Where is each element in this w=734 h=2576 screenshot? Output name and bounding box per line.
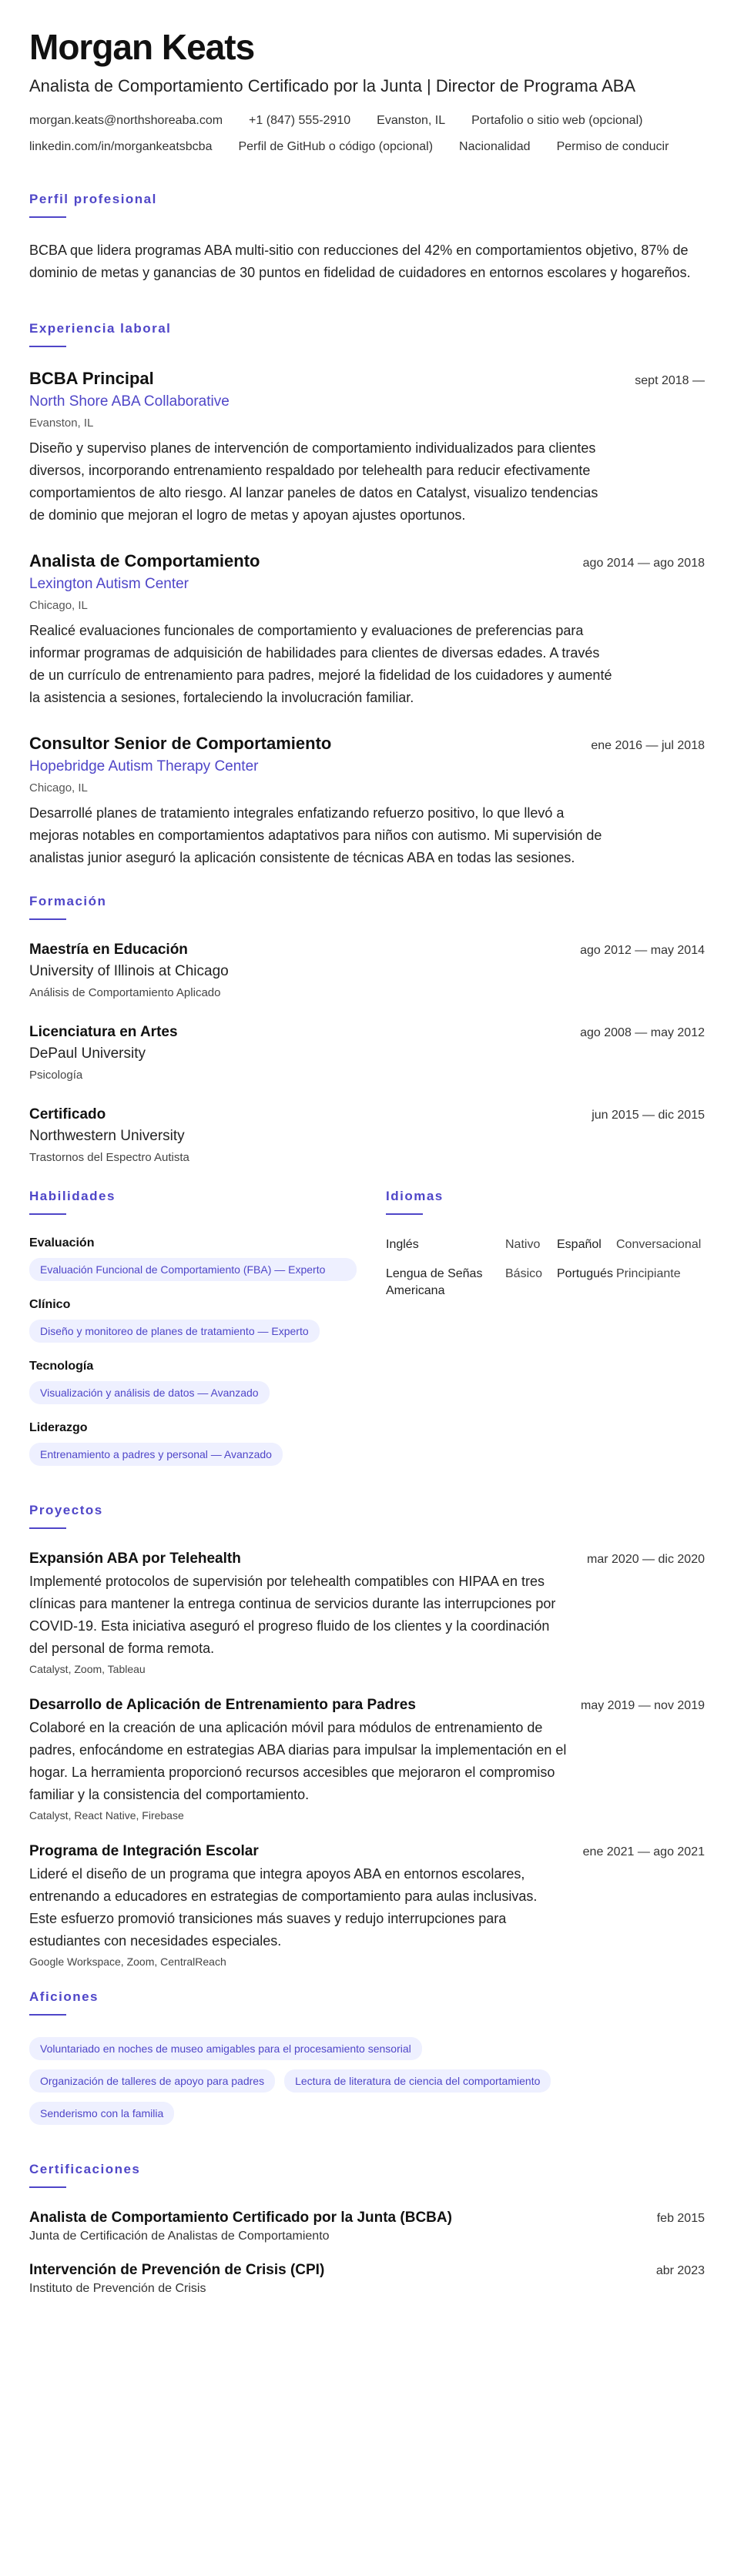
language-name: Inglés — [386, 1237, 419, 1251]
job-company: Lexington Autism Center — [29, 575, 189, 592]
certification-issuer: Junta de Certificación de Analistas de Comportamiento — [29, 2229, 330, 2243]
education-field: Análisis de Comportamiento Aplicado — [29, 985, 221, 999]
education-degree: Certificado — [29, 1106, 106, 1122]
section-title: Certificaciones — [29, 2161, 141, 2176]
education-entry — [29, 1024, 705, 1082]
project-title: Expansión ABA por Telehealth — [29, 1550, 241, 1567]
section-title: Formación — [29, 893, 107, 908]
certification-date: abr 2023 — [655, 2263, 705, 2277]
contact-portfolio[interactable]: Portafolio o sitio web (opcional) — [471, 113, 643, 127]
education-section — [29, 894, 705, 1164]
education-entry — [29, 942, 705, 999]
job-date: ago 2014 — ago 2018 — [582, 556, 705, 570]
profile-summary: BCBA que lidera programas ABA multi-sitio con reducciones del 42% en comportamientos objetivo, 87% de dominio de metas y ganancias de 30 puntos en fidelidad de cuidadores en entornos escolares y hogareños. — [29, 242, 691, 280]
contact-phone[interactable]: +1 (847) 555-2910 — [249, 113, 351, 127]
hobby-chip: Organización de talleres de apoyo para padres — [29, 2069, 275, 2093]
project-date: ene 2021 — ago 2021 — [582, 1845, 705, 1858]
languages-section — [386, 1189, 705, 1466]
project-entry — [29, 1551, 705, 1675]
certification-entry — [29, 2262, 705, 2296]
job-title: BCBA Principal — [29, 368, 154, 388]
section-divider — [29, 2186, 66, 2188]
section-divider — [29, 346, 66, 347]
section-divider — [29, 918, 66, 920]
skill-category: Clínico — [29, 1297, 71, 1311]
projects-section — [29, 1503, 705, 1968]
hobby-chip: Lectura de literatura de ciencia del comportamiento — [284, 2069, 551, 2093]
language-list — [386, 1236, 705, 1300]
project-entry — [29, 1697, 705, 1822]
language-level: Básico — [505, 1266, 543, 1280]
contact-email[interactable]: morgan.keats@northshoreaba.com — [29, 113, 223, 127]
section-title: Perfil profesional — [29, 191, 157, 206]
project-tech: Google Workspace, Zoom, CentralReach — [29, 1955, 226, 1968]
education-school: DePaul University — [29, 1045, 146, 1062]
profile-section — [29, 192, 705, 284]
job-location: Chicago, IL — [29, 781, 88, 795]
section-title: Aficiones — [29, 1989, 99, 2004]
job-title: Consultor Senior de Comportamiento — [29, 733, 332, 753]
skills-languages-row — [29, 1189, 705, 1466]
job-date: ene 2016 — jul 2018 — [591, 738, 705, 752]
skill-chip: Diseño y monitoreo de planes de tratamiento — Experto — [29, 1320, 320, 1343]
certification-entry — [29, 2210, 705, 2243]
certification-name: Intervención de Prevención de Crisis (CPI) — [29, 2261, 325, 2278]
project-title: Desarrollo de Aplicación de Entrenamiento para Padres — [29, 1696, 416, 1713]
language-name: Portugués — [557, 1266, 613, 1280]
hobby-chip: Senderismo con la familia — [29, 2102, 174, 2125]
contact-list — [29, 113, 705, 155]
contact-location: Evanston, IL — [377, 113, 446, 127]
contact-linkedin[interactable]: linkedin.com/in/morgankeatsbcba — [29, 139, 213, 153]
section-divider — [29, 2014, 66, 2016]
education-entry — [29, 1106, 705, 1164]
job-description: Realicé evaluaciones funcionales de comportamiento y evaluaciones de preferencias para informar programas de adquisición de habilidades para clientes de diversas edades. A través de un currículo de entrenamiento para padres, mejoré la fidelidad de los cuidadores y aumenté la asistencia a sesiones, fortaleciendo la involucración familiar. — [29, 622, 612, 705]
resume-header — [29, 28, 705, 155]
section-divider — [29, 216, 66, 218]
job-description: Diseño y superviso planes de intervención de comportamiento individualizados para clientes diversos, incorporando entrenamiento respaldado por telehealth para reducir efectivamente comportamientos de alto riesgo. Al lanzar paneles de datos en Catalyst, visualizo tendencias de dominio que mejoran el logro de metas y apoyan ajustes oportunos. — [29, 440, 598, 523]
education-school: Northwestern University — [29, 1127, 185, 1144]
skill-chip: Entrenamiento a padres y personal — Avanzado — [29, 1443, 283, 1466]
education-date: jun 2015 — dic 2015 — [592, 1108, 705, 1122]
project-entry — [29, 1843, 705, 1968]
hobbies-section — [29, 1989, 705, 2125]
section-title: Habilidades — [29, 1188, 116, 1203]
section-divider — [29, 1213, 66, 1215]
candidate-name: Morgan Keats — [29, 27, 255, 67]
language-level: Principiante — [616, 1266, 681, 1280]
certification-issuer: Instituto de Prevención de Crisis — [29, 2281, 206, 2295]
job-entry — [29, 369, 705, 527]
language-level: Conversacional — [616, 1237, 702, 1251]
skill-category: Liderazgo — [29, 1420, 88, 1434]
contact-driving-license: Permiso de conducir — [556, 139, 669, 153]
certification-date: feb 2015 — [656, 2211, 705, 2225]
skill-chip: Evaluación Funcional de Comportamiento (FBA) — Experto — [29, 1258, 357, 1281]
education-date: ago 2008 — may 2012 — [580, 1025, 705, 1039]
job-entry — [29, 551, 705, 709]
education-field: Trastornos del Espectro Autista — [29, 1150, 189, 1164]
project-description: Lideré el diseño de un programa que integra apoyos ABA en entornos escolares, entrenando a educadores en estrategias de comportamiento para aulas inclusivas. Este esfuerzo promovió transiciones más suaves y redujo interrupciones para estudiantes con necesidades especiales. — [29, 1865, 538, 1949]
language-level: Nativo — [505, 1237, 541, 1251]
job-entry — [29, 734, 705, 869]
hobby-chip: Voluntariado en noches de museo amigables para el procesamiento sensorial — [29, 2037, 422, 2060]
project-title: Programa de Integración Escolar — [29, 1842, 259, 1859]
job-company: North Shore ABA Collaborative — [29, 393, 230, 410]
education-degree: Licenciatura en Artes — [29, 1023, 178, 1040]
project-description: Colaboré en la creación de una aplicación móvil para módulos de entrenamiento de padres, enfocándome en estrategias ABA diarias para impulsar la implementación en el hogar. La herramienta proporcionó recursos accesibles que mejoraron el compromiso familiar y la consistencia del comportamiento. — [29, 1719, 567, 1802]
language-name: Lengua de Señas Americana — [386, 1266, 483, 1297]
education-degree: Maestría en Educación — [29, 941, 188, 958]
job-title: Analista de Comportamiento — [29, 550, 260, 570]
section-divider — [29, 1527, 66, 1529]
project-description: Implementé protocolos de supervisión por telehealth compatibles con HIPAA en tres clínicas para mantener la entrega continua de servicios durante las interrupciones por COVID-19. Esta iniciativa aseguró el progreso fluido de los clientes y la coordinación del personal de forma remota. — [29, 1573, 556, 1656]
contact-github[interactable]: Perfil de GitHub o código (opcional) — [238, 139, 434, 153]
skill-chip: Visualización y análisis de datos — Avanzado — [29, 1381, 270, 1404]
education-field: Psicología — [29, 1068, 83, 1082]
education-date: ago 2012 — may 2014 — [580, 943, 705, 957]
language-name: Español — [557, 1237, 602, 1251]
project-tech: Catalyst, Zoom, Tableau — [29, 1662, 146, 1675]
candidate-headline: Analista de Comportamiento Certificado por la Junta | Director de Programa ABA — [29, 75, 636, 95]
project-date: mar 2020 — dic 2020 — [587, 1552, 705, 1566]
certification-name: Analista de Comportamiento Certificado por la Junta (BCBA) — [29, 2209, 452, 2226]
project-tech: Catalyst, React Native, Firebase — [29, 1808, 184, 1822]
skills-section — [29, 1189, 357, 1466]
job-location: Chicago, IL — [29, 598, 88, 612]
job-date: sept 2018 — — [635, 373, 705, 387]
section-title: Proyectos — [29, 1502, 103, 1517]
skill-category: Evaluación — [29, 1236, 95, 1250]
experience-section — [29, 321, 705, 869]
hobby-list — [29, 2037, 645, 2125]
job-location: Evanston, IL — [29, 416, 94, 430]
section-title: Experiencia laboral — [29, 320, 172, 336]
education-school: University of Illinois at Chicago — [29, 962, 229, 979]
job-company: Hopebridge Autism Therapy Center — [29, 758, 259, 774]
project-date: may 2019 — nov 2019 — [581, 1698, 705, 1712]
section-title: Idiomas — [386, 1188, 444, 1203]
skill-category: Tecnología — [29, 1359, 94, 1373]
contact-nationality: Nacionalidad — [459, 139, 531, 153]
job-description: Desarrollé planes de tratamiento integrales enfatizando refuerzo positivo, lo que llevó a mejoras notables en comportamientos adaptativos para niños con autismo. Mi supervisión de analistas junior aseguró la aplicación consistente de técnicas ABA en todas las sesiones. — [29, 805, 602, 865]
section-divider — [386, 1213, 423, 1215]
certifications-section — [29, 2162, 705, 2296]
